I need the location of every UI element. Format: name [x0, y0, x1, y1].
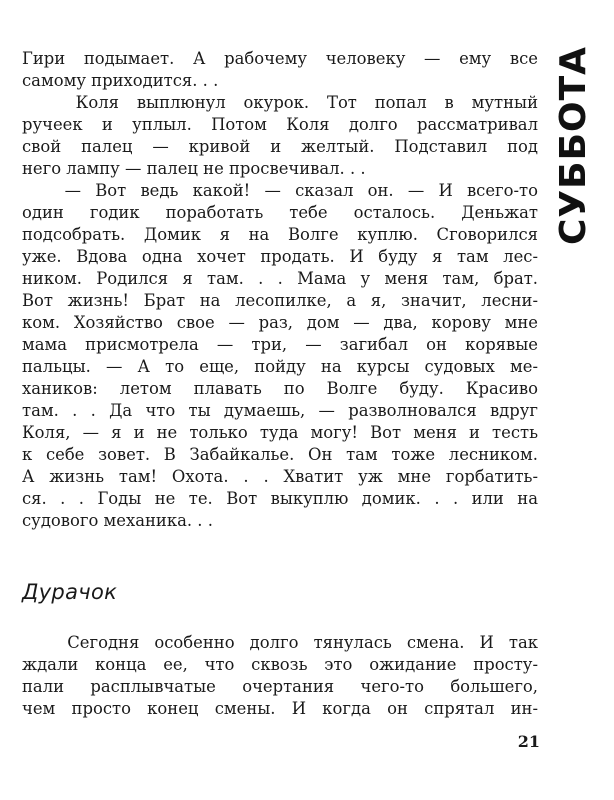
text-line: там. . . Да что ты думаешь, — разволновался вдруг: [22, 401, 538, 420]
text-line: ждали конца ее, что сквозь это ожидание просту-: [22, 655, 538, 674]
text-line: — Вот ведь какой! — сказал он. — И всего-то: [22, 181, 538, 200]
text-line: судового механика. . .: [22, 511, 213, 530]
text-line: Вот жизнь! Брат на лесопилке, а я, значит, лесни-: [22, 291, 538, 310]
text-line: уже. Вдова одна хочет продать. И буду я там лес-: [22, 247, 538, 266]
text-line: ручеек и уплыл. Потом Коля долго рассматривал: [22, 115, 538, 134]
text-line: мама присмотрела — три, — загибал он корявые: [22, 335, 538, 354]
paragraph: [22, 632, 538, 720]
text-line: Сегодня особенно долго тянулась смена. И так: [22, 633, 538, 652]
text-line: хаников: летом плавать по Волге буду. Красиво: [22, 379, 538, 398]
text-line: ком. Хозяйство свое — раз, дом — два, корову мне: [22, 313, 538, 332]
side-chapter-label: СУББОТА: [553, 45, 595, 245]
text-line: чем просто конец смены. И когда он спрятал ин-: [22, 699, 538, 718]
text-line: ся. . . Годы не те. Вот выкуплю домик. . . или на: [22, 489, 538, 508]
text-line: один годик поработать тебе осталось. Деньжат: [22, 203, 538, 222]
text-line: А жизнь там! Охота. . . Хватит уж мне горбатить-: [22, 467, 538, 486]
body-text-bottom: [22, 632, 538, 720]
text-line: пальцы. — А то еще, пойду на курсы судовых ме-: [22, 357, 538, 376]
text-line: него лампу — палец не просвечивал. . .: [22, 159, 366, 178]
text-line: к себе зовет. В Забайкалье. Он там тоже лесником.: [22, 445, 538, 464]
text-line: пали расплывчатые очертания чего-то большего,: [22, 677, 538, 696]
text-line: Коля выплюнул окурок. Тот попал в мутный: [22, 93, 538, 112]
text-line: Гири подымает. А рабочему человеку — ему все: [22, 49, 538, 68]
text-line: самому приходится. . .: [22, 71, 219, 90]
paragraph: [22, 180, 538, 532]
side-chapter-tab: [549, 45, 599, 245]
page-number: 21: [517, 732, 540, 751]
text-line: свой палец — кривой и желтый. Подставил под: [22, 137, 538, 156]
body-text-top: [22, 48, 538, 532]
section-title: Дурачок: [22, 580, 118, 604]
text-line: ником. Родился я там. . . Мама у меня там, брат.: [22, 269, 538, 288]
paragraph: [22, 48, 538, 92]
text-line: подсобрать. Домик я на Волге куплю. Сговорился: [22, 225, 538, 244]
text-line: Коля, — я и не только туда могу! Вот меня и тесть: [22, 423, 538, 442]
paragraph: [22, 92, 538, 180]
